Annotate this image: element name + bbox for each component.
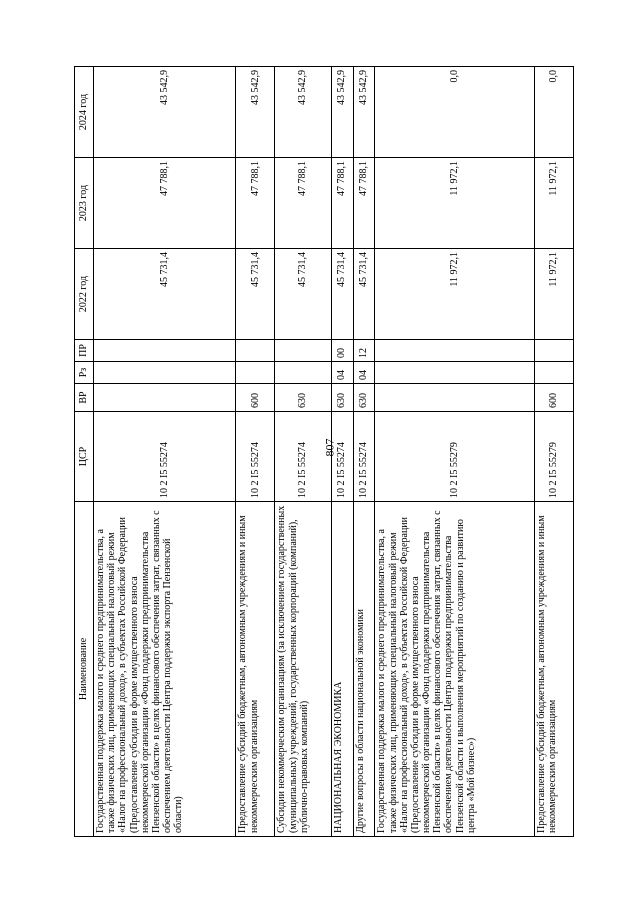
- table-row: [94, 67, 236, 837]
- row-csr: 10 2 I5 55274: [236, 412, 275, 502]
- row-2023: 11 972,1: [534, 158, 573, 249]
- row-name: НАЦИОНАЛЬНАЯ ЭКОНОМИКА: [331, 502, 353, 837]
- table-row: [534, 67, 573, 837]
- row-vr: 600: [534, 384, 573, 412]
- row-name: Предоставление субсидий бюджетным, автономным учреждениям и иным некоммерческим организациям: [236, 502, 275, 837]
- row-2022: 45 731,4: [275, 249, 331, 340]
- row-rz: 04: [331, 362, 353, 384]
- row-vr: 600: [236, 384, 275, 412]
- row-rz: [375, 362, 535, 384]
- row-vr: [94, 384, 236, 412]
- header-2023: 2023 год: [75, 158, 94, 249]
- row-2024: 43 542,9: [275, 67, 331, 158]
- row-csr: 10 2 I5 55274: [94, 412, 236, 502]
- row-pr: [534, 340, 573, 362]
- row-2023: 47 788,1: [236, 158, 275, 249]
- row-2023: 11 972,1: [375, 158, 535, 249]
- page-number: 807: [322, 438, 337, 457]
- row-pr: 12: [353, 340, 375, 362]
- row-2024: 0,0: [375, 67, 535, 158]
- row-csr: 10 2 I5 55274: [275, 412, 331, 502]
- row-vr: 630: [331, 384, 353, 412]
- row-pr: [275, 340, 331, 362]
- row-2024: 43 542,9: [353, 67, 375, 158]
- row-2023: 47 788,1: [331, 158, 353, 249]
- table-header-row: [75, 67, 94, 837]
- row-csr: 10 2 I5 55279: [534, 412, 573, 502]
- row-pr: [375, 340, 535, 362]
- row-2022: 11 972,1: [375, 249, 535, 340]
- row-name: Другие вопросы в области национальной экономики: [353, 502, 375, 837]
- row-name: Государственная поддержка малого и среднего предпринимательства, а также физических лиц, применяющих специальный налоговый режим «Налог на профессиональный доход», в субъектах Российской Федерации (Предоставление субсидии в форме имущественного взноса некоммерческой организации «Фонд поддержки предпринимательства Пензенской области» в целях финансового обеспечения затрат, связанных с обеспечением деятельности Центра поддержки предпринимательства Пензенской области и выполнения мероприятий по созданию и развитию центра «Мой бизнес»): [375, 502, 535, 837]
- row-rz: [236, 362, 275, 384]
- header-pr: ПР: [75, 340, 94, 362]
- row-2022: 45 731,4: [331, 249, 353, 340]
- row-rz: [94, 362, 236, 384]
- row-2022: 45 731,4: [353, 249, 375, 340]
- row-pr: [94, 340, 236, 362]
- row-name: Предоставление субсидий бюджетным, автономным учреждениям и иным некоммерческим организациям: [534, 502, 573, 837]
- row-rz: [275, 362, 331, 384]
- row-2024: 0,0: [534, 67, 573, 158]
- row-2022: 45 731,4: [94, 249, 236, 340]
- row-2024: 43 542,9: [331, 67, 353, 158]
- row-vr: 630: [275, 384, 331, 412]
- rotated-page: [74, 67, 574, 837]
- table-row: [275, 67, 331, 837]
- header-2022: 2022 год: [75, 249, 94, 340]
- row-csr: 10 2 I5 55274: [353, 412, 375, 502]
- header-csr: ЦСР: [75, 412, 94, 502]
- row-name: Субсидии некоммерческим организациям (за исключением государственных (муниципальных) учреждений, государственных корпораций (компаний), публично-правовых компаний): [275, 502, 331, 837]
- header-rz: Рз: [75, 362, 94, 384]
- row-vr: [375, 384, 535, 412]
- row-2022: 45 731,4: [236, 249, 275, 340]
- budget-table: [74, 66, 574, 837]
- row-2024: 43 542,9: [94, 67, 236, 158]
- row-name: Государственная поддержка малого и среднего предпринимательства, а также физических лиц, применяющих специальный налоговый режим «Налог на профессиональный доход», в субъектах Российской Федерации (Предоставление субсидии в форме имущественного взноса некоммерческой организации «Фонд поддержки предпринимательства Пензенской области» в целях финансового обеспечения затрат, связанных с обеспечением деятельности Центра поддержки экспорта Пензенской области): [94, 502, 236, 837]
- table-row: [353, 67, 375, 837]
- row-csr: 10 2 I5 55274: [331, 412, 353, 502]
- row-vr: 630: [353, 384, 375, 412]
- header-vr: ВР: [75, 384, 94, 412]
- table-row: [236, 67, 275, 837]
- table-row: [331, 67, 353, 837]
- row-pr: 00: [331, 340, 353, 362]
- table-row: [375, 67, 535, 837]
- rotated-table-container: [74, 67, 574, 837]
- header-2024: 2024 год: [75, 67, 94, 158]
- row-csr: 10 2 I5 55279: [375, 412, 535, 502]
- row-pr: [236, 340, 275, 362]
- row-rz: [534, 362, 573, 384]
- row-2024: 43 542,9: [236, 67, 275, 158]
- row-2023: 47 788,1: [94, 158, 236, 249]
- row-rz: 04: [353, 362, 375, 384]
- row-2023: 47 788,1: [353, 158, 375, 249]
- row-2023: 47 788,1: [275, 158, 331, 249]
- header-name: Наименование: [75, 502, 94, 837]
- row-2022: 11 972,1: [534, 249, 573, 340]
